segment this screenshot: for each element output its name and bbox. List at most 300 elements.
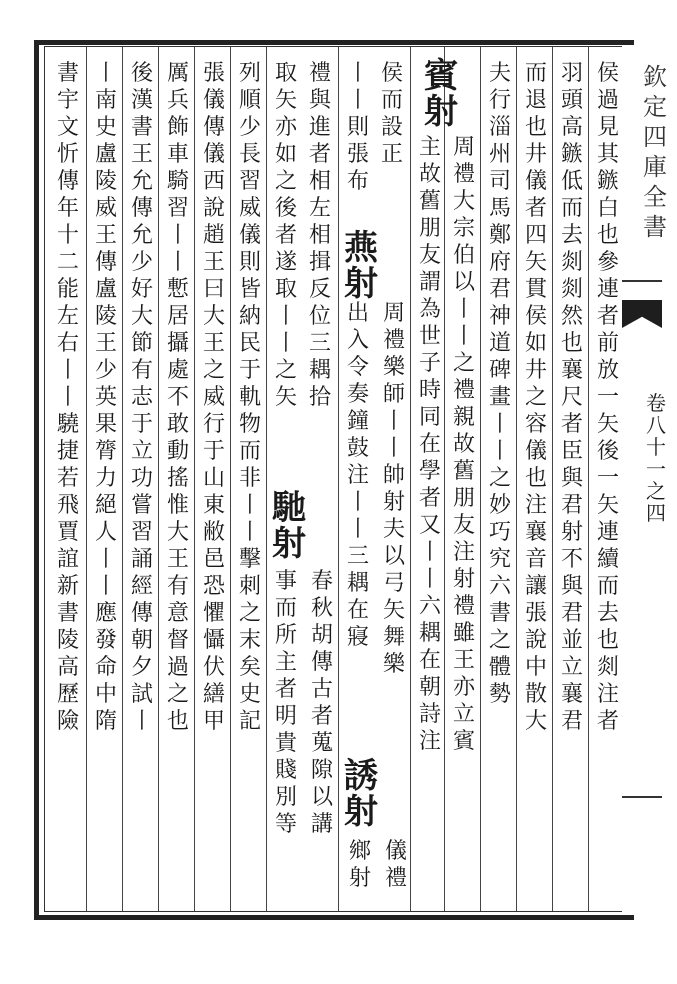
- glyph: 者: [274, 223, 297, 248]
- text-column-13: [160, 60, 196, 910]
- glyph: 宇: [56, 88, 79, 113]
- glyph: 過: [596, 88, 619, 113]
- glyph: 侯: [380, 61, 403, 86]
- glyph: 儀: [524, 169, 547, 194]
- glyph: 並: [560, 628, 583, 653]
- glyph: 隋: [94, 709, 117, 734]
- glyph: 史: [238, 682, 261, 707]
- glyph: 古: [310, 677, 333, 702]
- glyph: 儀: [524, 439, 547, 464]
- glyph: 舊: [452, 459, 475, 484]
- glyph: 注: [596, 682, 619, 707]
- glyph: 于: [130, 412, 153, 437]
- glyph: 行: [202, 412, 225, 437]
- glyph: 司: [488, 169, 511, 194]
- column-rule: [86, 47, 87, 911]
- text-column-1: [590, 60, 626, 910]
- glyph: 書: [56, 61, 79, 86]
- glyph: 懼: [202, 601, 225, 626]
- heading-youshe: [340, 758, 382, 830]
- glyph: 襄: [524, 520, 547, 545]
- glyph: 胡: [310, 623, 333, 648]
- glyph: 立: [560, 655, 583, 680]
- glyph: 然: [560, 304, 583, 329]
- glyph: 懾: [202, 628, 225, 653]
- glyph: 禮: [452, 378, 475, 403]
- glyph: 反: [308, 277, 331, 302]
- glyph: 帥: [382, 463, 405, 488]
- glyph: 井: [524, 142, 547, 167]
- glyph: 寢: [346, 625, 369, 650]
- glyph: 十: [56, 223, 79, 248]
- glyph: 朋: [452, 486, 475, 511]
- glyph: 丨: [452, 297, 475, 322]
- glyph: 丨: [346, 517, 369, 542]
- glyph: 伏: [202, 655, 225, 680]
- glyph: 行: [488, 88, 511, 113]
- glyph: 傳: [130, 196, 153, 221]
- glyph: 王: [166, 547, 189, 572]
- glyph: 居: [166, 304, 189, 329]
- text-column-12: [196, 60, 232, 910]
- glyph: 射: [348, 866, 371, 891]
- glyph: 奏: [346, 382, 369, 407]
- glyph: 如: [524, 331, 547, 356]
- glyph: 丨: [56, 385, 79, 410]
- glyph: 如: [274, 142, 297, 167]
- glyph: 險: [56, 709, 79, 734]
- glyph: 丨: [488, 439, 511, 464]
- glyph: 親: [452, 405, 475, 430]
- glyph: 射: [272, 524, 306, 564]
- glyph: 慙: [166, 277, 189, 302]
- text-column-3: [518, 60, 554, 910]
- glyph: 絕: [94, 493, 117, 518]
- glyph: 繕: [202, 682, 225, 707]
- glyph: 以: [310, 785, 333, 810]
- glyph: 矢: [274, 385, 297, 410]
- glyph: 者: [418, 486, 441, 511]
- text-column-8c: [342, 838, 378, 898]
- glyph: 後: [596, 439, 619, 464]
- glyph: 大: [130, 304, 153, 329]
- glyph: 在: [346, 598, 369, 623]
- glyph: 射: [560, 520, 583, 545]
- glyph: 樂: [382, 355, 405, 380]
- glyph: 者: [596, 709, 619, 734]
- text-column-14: [124, 60, 160, 910]
- glyph: 而: [560, 196, 583, 221]
- glyph: 丨: [238, 520, 261, 545]
- glyph: 十: [646, 435, 666, 459]
- glyph: 設: [380, 115, 403, 140]
- glyph: 八: [646, 413, 666, 437]
- glyph: 定: [643, 93, 667, 121]
- glyph: 節: [130, 331, 153, 356]
- glyph: 者: [596, 304, 619, 329]
- glyph: 敝: [202, 520, 225, 545]
- glyph: 歷: [56, 682, 79, 707]
- text-column-5b: [412, 134, 448, 984]
- glyph: 丨: [346, 88, 369, 113]
- glyph: 少: [238, 115, 261, 140]
- glyph: 也: [524, 115, 547, 140]
- glyph: 剡: [560, 250, 583, 275]
- glyph: 好: [130, 277, 153, 302]
- glyph: 而: [274, 596, 297, 621]
- glyph: 一: [646, 457, 666, 481]
- glyph: 厲: [166, 61, 189, 86]
- glyph: 威: [94, 196, 117, 221]
- glyph: 主: [418, 135, 441, 160]
- glyph: 東: [202, 493, 225, 518]
- glyph: 者: [308, 142, 331, 167]
- glyph: 矢: [596, 412, 619, 437]
- glyph: 同: [418, 405, 441, 430]
- glyph: 畫: [488, 385, 511, 410]
- glyph: 後: [274, 196, 297, 221]
- glyph: 丨: [488, 412, 511, 437]
- glyph: 大: [202, 304, 225, 329]
- juan-label: [642, 392, 670, 524]
- glyph: 拾: [308, 385, 331, 410]
- glyph: 世: [418, 324, 441, 349]
- glyph: 趙: [202, 223, 225, 248]
- glyph: 禮: [308, 61, 331, 86]
- glyph: 者: [560, 412, 583, 437]
- glyph: 丨: [94, 547, 117, 572]
- glyph: 列: [238, 61, 261, 86]
- glyph: 樂: [382, 652, 405, 677]
- glyph: 王: [202, 331, 225, 356]
- glyph: 史: [94, 115, 117, 140]
- glyph: 耦: [308, 358, 331, 383]
- glyph: 恐: [202, 574, 225, 599]
- glyph: 在: [418, 432, 441, 457]
- glyph: 出: [346, 301, 369, 326]
- glyph: 讓: [524, 574, 547, 599]
- glyph: 散: [524, 682, 547, 707]
- glyph: 少: [94, 358, 117, 383]
- glyph: 動: [166, 439, 189, 464]
- glyph: 之: [488, 466, 511, 491]
- glyph: 大: [524, 709, 547, 734]
- glyph: 高: [56, 655, 79, 680]
- glyph: 以: [382, 544, 405, 569]
- glyph: 車: [166, 142, 189, 167]
- text-column-11: [232, 60, 268, 910]
- glyph: 丨: [382, 436, 405, 461]
- glyph: 也: [596, 628, 619, 653]
- glyph: 進: [308, 115, 331, 140]
- glyph: 試: [130, 682, 153, 707]
- glyph: 隙: [310, 758, 333, 783]
- glyph: 納: [238, 304, 261, 329]
- text-column-8: [340, 300, 376, 720]
- glyph: 誼: [56, 547, 79, 572]
- glyph: 盧: [94, 277, 117, 302]
- glyph: 道: [488, 331, 511, 356]
- glyph: 矢: [382, 598, 405, 623]
- glyph: 者: [524, 196, 547, 221]
- glyph: 四: [643, 123, 667, 151]
- glyph: 之: [274, 169, 297, 194]
- glyph: 賤: [274, 758, 297, 783]
- glyph: 于: [238, 358, 261, 383]
- glyph: 之: [452, 351, 475, 376]
- glyph: 禮: [382, 328, 405, 353]
- glyph: 射: [424, 92, 458, 132]
- glyph: 低: [560, 169, 583, 194]
- glyph: 參: [596, 250, 619, 275]
- glyph: 丨: [130, 709, 153, 734]
- glyph: 捷: [56, 439, 79, 464]
- glyph: 新: [56, 574, 79, 599]
- glyph: 臣: [560, 439, 583, 464]
- glyph: 中: [524, 655, 547, 680]
- glyph: 陵: [56, 628, 79, 653]
- glyph: 丨: [94, 61, 117, 86]
- glyph: 忻: [56, 142, 79, 167]
- glyph: 弓: [382, 571, 405, 596]
- glyph: 射: [382, 490, 405, 515]
- glyph: 為: [418, 297, 441, 322]
- glyph: 經: [130, 574, 153, 599]
- glyph: 學: [418, 459, 441, 484]
- glyph: 王: [130, 142, 153, 167]
- glyph: 誦: [130, 547, 153, 572]
- glyph: 又: [418, 513, 441, 538]
- glyph: 立: [130, 439, 153, 464]
- glyph: 舞: [382, 625, 405, 650]
- glyph: 右: [56, 331, 79, 356]
- glyph: 三: [308, 331, 331, 356]
- glyph: 友: [418, 243, 441, 268]
- glyph: 君: [560, 709, 583, 734]
- text-column-10a: [268, 60, 304, 440]
- glyph: 處: [166, 358, 189, 383]
- glyph: 力: [94, 466, 117, 491]
- glyph: 別: [274, 785, 297, 810]
- glyph: 甲: [202, 709, 225, 734]
- glyph: 舊: [418, 189, 441, 214]
- glyph: 矢: [524, 250, 547, 275]
- glyph: 見: [596, 115, 619, 140]
- glyph: 正: [380, 142, 403, 167]
- glyph: 井: [524, 358, 547, 383]
- glyph: 儀: [238, 223, 261, 248]
- glyph: 傳: [310, 650, 333, 675]
- glyph: 惟: [166, 493, 189, 518]
- text-column-15: [88, 60, 124, 910]
- glyph: 儀: [202, 142, 225, 167]
- glyph: 丨: [274, 304, 297, 329]
- glyph: 注: [418, 729, 441, 754]
- glyph: 與: [308, 88, 331, 113]
- glyph: 貴: [274, 731, 297, 756]
- glyph: 果: [94, 412, 117, 437]
- glyph: 故: [452, 432, 475, 457]
- glyph: 夫: [382, 517, 405, 542]
- glyph: 軌: [238, 385, 261, 410]
- glyph: 去: [596, 601, 619, 626]
- glyph: 馬: [488, 196, 511, 221]
- glyph: 則: [238, 250, 261, 275]
- glyph: 少: [130, 250, 153, 275]
- glyph: 中: [94, 682, 117, 707]
- glyph: 淄: [488, 115, 511, 140]
- glyph: 令: [346, 355, 369, 380]
- glyph: 一: [596, 466, 619, 491]
- glyph: 續: [596, 547, 619, 572]
- glyph: 之: [488, 628, 511, 653]
- glyph: 過: [166, 655, 189, 680]
- glyph: 張: [524, 601, 547, 626]
- glyph: 也: [596, 223, 619, 248]
- glyph: 曰: [202, 277, 225, 302]
- glyph: 四: [646, 501, 666, 525]
- glyph: 允: [130, 169, 153, 194]
- glyph: 張: [346, 142, 369, 167]
- glyph: 所: [274, 623, 297, 648]
- glyph: 射: [344, 264, 378, 304]
- glyph: 傳: [202, 115, 225, 140]
- glyph: 年: [56, 196, 79, 221]
- glyph: 督: [166, 628, 189, 653]
- glyph: 位: [308, 304, 331, 329]
- glyph: 書: [130, 115, 153, 140]
- glyph: 王: [202, 250, 225, 275]
- glyph: 者: [274, 677, 297, 702]
- glyph: 相: [308, 223, 331, 248]
- glyph: 體: [488, 655, 511, 680]
- glyph: 時: [418, 378, 441, 403]
- text-column-9a: [302, 60, 338, 440]
- glyph: 襄: [560, 682, 583, 707]
- glyph: 若: [56, 466, 79, 491]
- glyph: 師: [382, 382, 405, 407]
- glyph: 秋: [310, 596, 333, 621]
- glyph: 之: [646, 479, 666, 503]
- glyph: 剡: [560, 277, 583, 302]
- book-title: [640, 62, 670, 242]
- glyph: 攝: [166, 331, 189, 356]
- glyph: 音: [524, 547, 547, 572]
- glyph: 漢: [130, 88, 153, 113]
- glyph: 順: [238, 88, 261, 113]
- glyph: 王: [452, 648, 475, 673]
- glyph: 禮: [384, 866, 407, 891]
- glyph: 六: [418, 594, 441, 619]
- glyph: 侯: [596, 61, 619, 86]
- glyph: 驍: [56, 412, 79, 437]
- glyph: 飾: [166, 115, 189, 140]
- glyph: 儀: [384, 839, 407, 864]
- glyph: 賓: [424, 56, 458, 96]
- glyph: 白: [596, 196, 619, 221]
- glyph: 兵: [166, 88, 189, 113]
- glyph: 馳: [272, 488, 306, 528]
- glyph: 傳: [56, 169, 79, 194]
- glyph: 王: [94, 223, 117, 248]
- glyph: 雖: [452, 621, 475, 646]
- glyph: 二: [56, 250, 79, 275]
- glyph: 左: [56, 304, 79, 329]
- glyph: 之: [274, 358, 297, 383]
- glyph: 立: [452, 702, 475, 727]
- glyph: 燕: [344, 228, 378, 268]
- glyph: 亦: [452, 675, 475, 700]
- fold-rule-bottom: [622, 796, 662, 798]
- glyph: 而: [596, 574, 619, 599]
- glyph: 丨: [94, 574, 117, 599]
- heading-binshe: [420, 58, 462, 130]
- glyph: 以: [452, 270, 475, 295]
- glyph: 耦: [418, 621, 441, 646]
- glyph: 張: [202, 61, 225, 86]
- glyph: 大: [166, 520, 189, 545]
- glyph: 鏃: [596, 169, 619, 194]
- glyph: 與: [560, 466, 583, 491]
- glyph: 夕: [130, 655, 153, 680]
- glyph: 注: [452, 540, 475, 565]
- glyph: 相: [308, 169, 331, 194]
- glyph: 主: [274, 650, 297, 675]
- glyph: 意: [166, 601, 189, 626]
- glyph: 伯: [452, 243, 475, 268]
- glyph: 丨: [418, 567, 441, 592]
- glyph: 謂: [418, 270, 441, 295]
- glyph: 賈: [56, 520, 79, 545]
- glyph: 習: [166, 196, 189, 221]
- glyph: 連: [596, 520, 619, 545]
- glyph: 明: [274, 704, 297, 729]
- glyph: 于: [202, 439, 225, 464]
- glyph: 記: [238, 709, 261, 734]
- glyph: 允: [130, 223, 153, 248]
- glyph: 詩: [418, 702, 441, 727]
- glyph: 物: [238, 412, 261, 437]
- glyph: 也: [524, 466, 547, 491]
- glyph: 丨: [346, 61, 369, 86]
- glyph: 不: [166, 385, 189, 410]
- glyph: 丨: [166, 250, 189, 275]
- glyph: 庫: [643, 153, 667, 181]
- glyph: 丨: [346, 490, 369, 515]
- glyph: 盧: [94, 142, 117, 167]
- text-column-2: [554, 60, 590, 910]
- glyph: 陵: [94, 304, 117, 329]
- glyph: 賓: [452, 729, 475, 754]
- glyph: 夫: [488, 61, 511, 86]
- glyph: 而: [238, 439, 261, 464]
- glyph: 周: [452, 135, 475, 160]
- glyph: 誘: [344, 756, 378, 796]
- glyph: 退: [524, 88, 547, 113]
- glyph: 子: [418, 351, 441, 376]
- glyph: 在: [418, 648, 441, 673]
- glyph: 頭: [560, 88, 583, 113]
- glyph: 究: [488, 547, 511, 572]
- glyph: 膂: [94, 439, 117, 464]
- glyph: 書: [56, 601, 79, 626]
- glyph: 友: [452, 513, 475, 538]
- glyph: 大: [452, 189, 475, 214]
- glyph: 注: [524, 493, 547, 518]
- glyph: 容: [524, 412, 547, 437]
- heading-yanshe: [340, 230, 382, 302]
- glyph: 南: [94, 88, 117, 113]
